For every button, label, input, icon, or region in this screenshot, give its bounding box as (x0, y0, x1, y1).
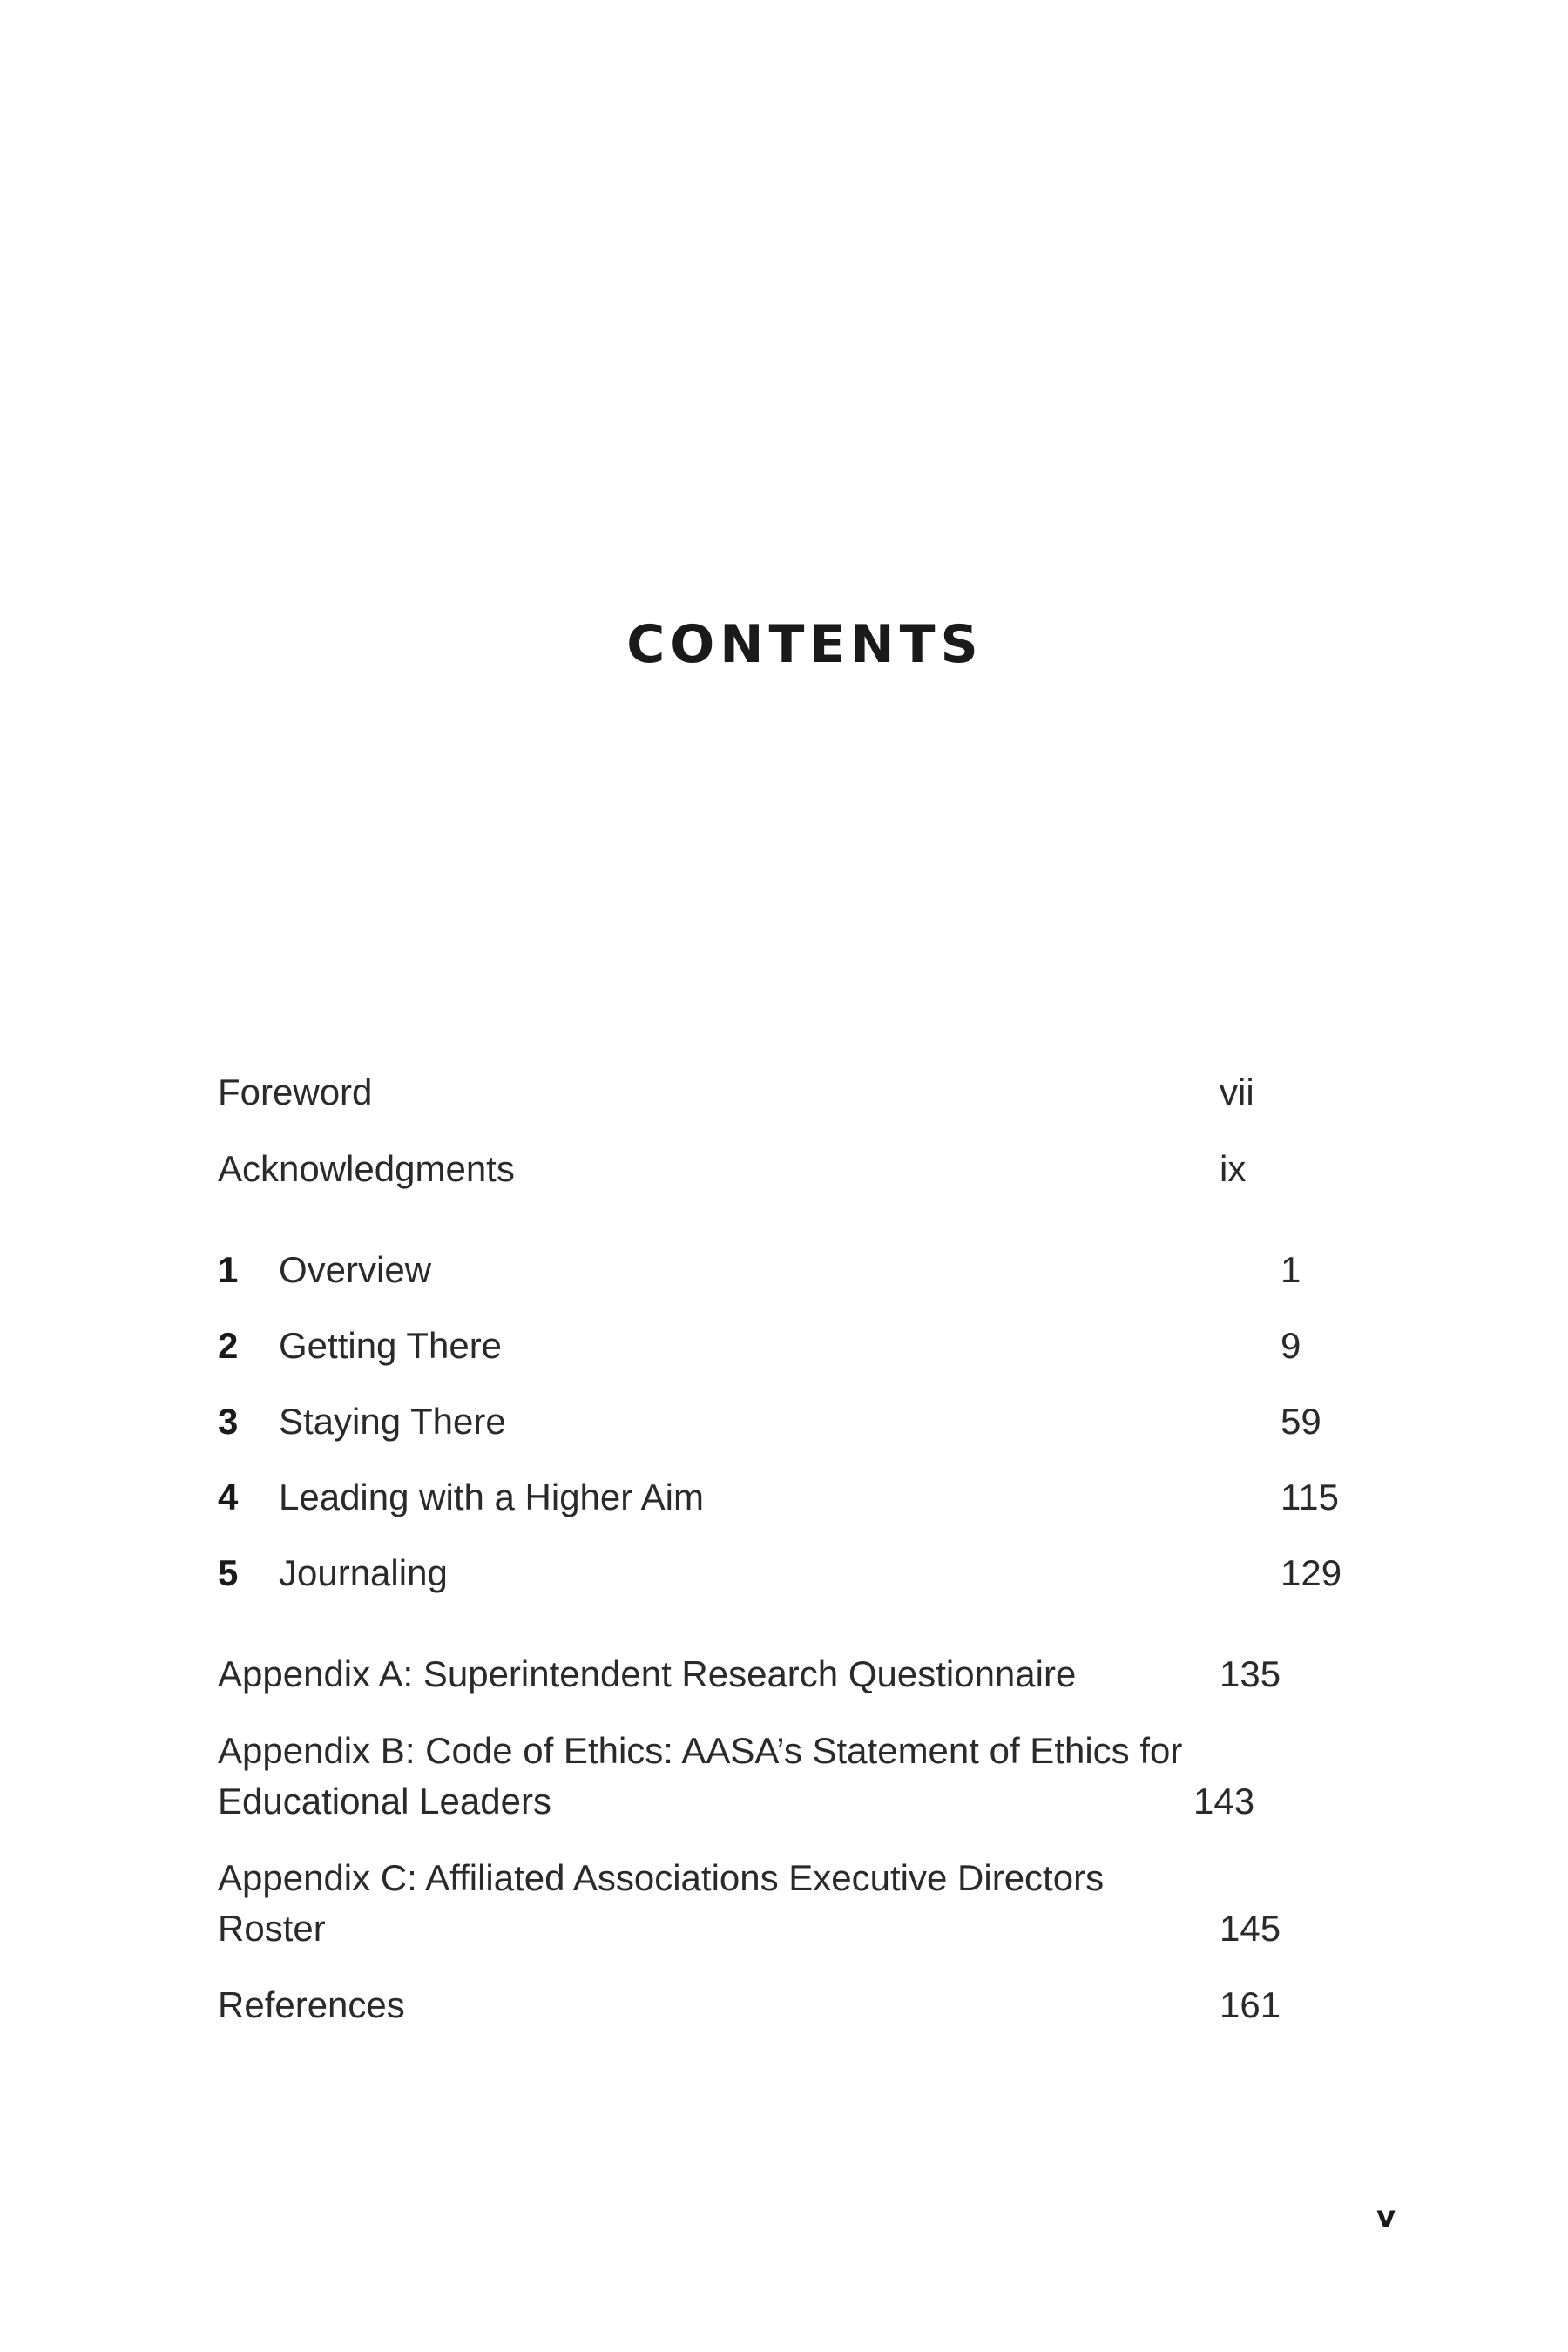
toc-entry-page: 129 (1281, 1552, 1342, 1593)
toc-entry-label: Overview (279, 1249, 432, 1290)
toc-entry-page: 143 (1193, 1781, 1255, 1821)
page-title: CONTENTS (626, 614, 983, 675)
toc-entry-page: 115 (1281, 1477, 1339, 1517)
toc-entry-page: 59 (1281, 1401, 1321, 1442)
chapter-number: 5 (218, 1552, 239, 1593)
toc-entry-chapter-5[interactable] (218, 1548, 1394, 1598)
chapter-number: 2 (218, 1325, 239, 1366)
page-number: v (1376, 2200, 1396, 2234)
toc-entry-label: Leading with a Higher Aim (279, 1477, 704, 1517)
toc-entry-page: 9 (1281, 1325, 1301, 1366)
toc-entry-foreword[interactable] (218, 1067, 1394, 1118)
toc-entry-acknowledgments[interactable] (218, 1144, 1394, 1194)
toc-entry-chapter-2[interactable] (218, 1321, 1394, 1371)
toc-entry-appendix-a[interactable] (218, 1649, 1394, 1700)
toc-entry-label: Appendix A: Superintendent Research Questionnaire (218, 1653, 1077, 1694)
toc-entry-page: 161 (1220, 1984, 1281, 2025)
toc-entry-chapter-1[interactable] (218, 1245, 1394, 1295)
toc-entry-label: Appendix C: Affiliated Associations Executive Directors Roster (218, 1857, 1105, 1949)
toc-entry-appendix-c[interactable] (218, 1853, 1394, 1954)
toc-entry-label: Journaling (279, 1552, 448, 1593)
toc-entry-label: Staying There (279, 1401, 506, 1442)
toc-entry-label: Acknowledgments (218, 1148, 515, 1189)
toc-entry-chapter-3[interactable] (218, 1396, 1394, 1447)
chapter-number: 3 (218, 1401, 239, 1442)
toc-entry-page: 135 (1220, 1653, 1281, 1694)
toc-entry-label: Getting There (279, 1325, 503, 1366)
toc-entry-references[interactable] (218, 1980, 1394, 2031)
chapter-number: 4 (218, 1477, 239, 1517)
table-of-contents (218, 1067, 1394, 2031)
toc-entry-page: 145 (1220, 1908, 1281, 1949)
toc-entry-appendix-b[interactable] (218, 1726, 1394, 1827)
toc-entry-label: References (218, 1984, 405, 2025)
toc-entry-page: vii (1220, 1071, 1254, 1112)
toc-entry-page: ix (1220, 1148, 1247, 1189)
toc-entry-chapter-4[interactable] (218, 1472, 1394, 1523)
toc-entry-label: Appendix B: Code of Ethics: AASA’s Statement of Ethics for Educational Leaders (218, 1730, 1183, 1821)
toc-entry-page: 1 (1281, 1249, 1301, 1290)
chapter-number: 1 (218, 1249, 239, 1290)
toc-entry-label: Foreword (218, 1071, 373, 1112)
